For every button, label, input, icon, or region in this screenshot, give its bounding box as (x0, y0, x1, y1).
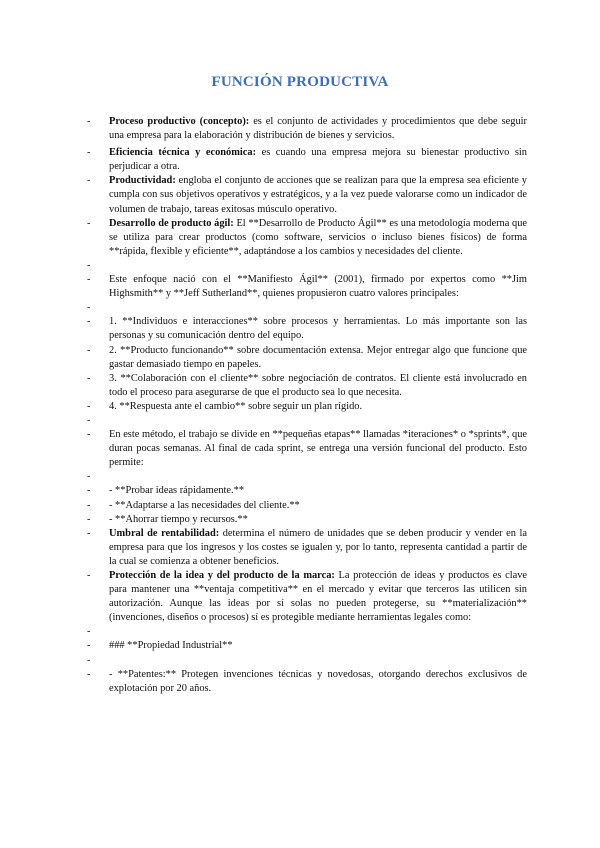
list-item-body: - **Patentes:** Protegen invenciones técnicas y novedosas, otorgando derechos exclusivos de explotación por 20 años. (109, 668, 527, 694)
bullet-list (87, 115, 527, 696)
list-item-text (109, 174, 527, 216)
list-item-body: El **Desarrollo de Producto Ágil** es una metodología moderna que se utiliza para crear productos (como software, servicios o incluso bienes físicos) de forma **rápida, flexible y eficiente**, adaptándose a los cambios y necesidades del cliente. (109, 217, 527, 257)
list-item-text (109, 527, 527, 569)
bullet-dash: - (87, 217, 91, 229)
list-item-body: - **Ahorrar tiempo y recursos.** (109, 513, 248, 525)
bullet-dash: - (87, 626, 91, 638)
list-item (87, 344, 527, 372)
bullet-dash: - (87, 654, 91, 666)
list-item-text (109, 513, 527, 527)
list-item-term: Productividad: (109, 175, 176, 187)
bullet-dash: - (87, 499, 91, 511)
list-item (87, 174, 527, 216)
list-item (87, 654, 527, 668)
list-item (87, 414, 527, 428)
list-item-text (109, 414, 527, 428)
list-item-term: Eficiencia técnica y económica: (109, 147, 257, 159)
list-item (87, 470, 527, 484)
list-item (87, 428, 527, 470)
list-item-text (109, 217, 527, 259)
bullet-dash: - (87, 429, 91, 441)
list-item-body: es cuando una empresa mejora su bienestar productivo sin perjudicar a otra. (109, 147, 527, 173)
list-item (87, 513, 527, 527)
list-item-term: Protección de la idea y del producto de la marca: (109, 570, 335, 581)
list-item-body: 3. **Colaboración con el cliente** sobre negociación de contratos. El cliente está involucrado en todo el proceso para asegurarse de que el producto sea lo que necesita. (109, 372, 527, 398)
list-item-text (109, 372, 527, 400)
bullet-dash: - (87, 147, 91, 159)
list-item-text (109, 400, 527, 414)
list-item-text (109, 146, 527, 174)
list-item-term: Umbral de rentabilidad: (109, 527, 220, 539)
list-item (87, 372, 527, 400)
list-item (87, 315, 527, 343)
bullet-dash: - (87, 471, 91, 483)
list-item-text (109, 315, 527, 343)
bullet-dash: - (87, 344, 91, 356)
list-item-text (109, 259, 527, 273)
list-item (87, 527, 527, 569)
list-item-term: Proceso productivo (concepto): (109, 116, 250, 127)
list-item (87, 569, 527, 625)
list-item-text (109, 499, 527, 513)
bullet-dash: - (87, 116, 91, 127)
list-item-body: 4. **Respuesta ante el cambio** sobre seguir un plan rígido. (109, 400, 363, 412)
bullet-dash: - (87, 372, 91, 384)
list-item (87, 400, 527, 414)
list-item (87, 484, 527, 498)
bullet-dash: - (87, 316, 91, 328)
list-item-text (109, 569, 527, 625)
list-item (87, 217, 527, 259)
bullet-dash: - (87, 400, 91, 412)
bullet-dash: - (87, 640, 91, 652)
list-item (87, 668, 527, 696)
bullet-dash: - (87, 513, 91, 525)
list-item-body: 2. **Producto funcionando** sobre documentación extensa. Mejor entregar algo que funcione que gastar demasiado tiempo en papeles. (109, 344, 527, 370)
list-item-body: engloba el conjunto de acciones que se realizan para que la empresa sea eficiente y cumpla con sus objetivos operativos y estratégicos, y a la vez puede valorarse como un indicador de volumen de trabajo, tareas exitosas músculo operativo. (109, 175, 527, 215)
list-item (87, 115, 527, 143)
list-item-body: - **Probar ideas rápidamente.** (109, 485, 245, 497)
bullet-dash: - (87, 414, 91, 426)
list-item-text (109, 428, 527, 470)
bullet-dash: - (87, 527, 91, 539)
list-item-text (109, 484, 527, 498)
list-item-body: es el conjunto de actividades y procedimientos que debe seguir una empresa para la elaboración y distribución de bienes y servicios. (109, 116, 527, 142)
list-item-body: Este enfoque nació con el **Manifiesto Ágil** (2001), firmado por expertos como **Jim Highsmith** y **Jeff Sutherland**, quienes propusieron cuatro valores principales: (109, 274, 527, 300)
list-item (87, 301, 527, 315)
bullet-dash: - (87, 570, 91, 581)
list-item-body: determina el número de unidades que se deben producir y vender en la empresa para que los ingresos y los costes se igualen y, por lo tanto, representa cantidad a partir de la cual se comienza a obtener beneficios. (109, 527, 528, 567)
list-item-text (109, 639, 527, 653)
page-title: FUNCIÓN PRODUCTIVA (211, 74, 389, 90)
list-item-body: ### **Propiedad Industrial** (109, 640, 233, 652)
list-item-body: 1. **Individuos e interacciones** sobre procesos y herramientas. Lo más importante son las personas y su comunicación dentro del equipo. (109, 316, 527, 342)
list-item-text (109, 344, 527, 372)
list-item (87, 625, 527, 639)
bullet-dash: - (87, 302, 91, 314)
list-item-body: - **Adaptarse a las necesidades del cliente.** (109, 499, 300, 511)
bullet-dash: - (87, 485, 91, 497)
bullet-dash: - (87, 274, 91, 286)
list-item-text (109, 115, 527, 143)
bullet-dash: - (87, 175, 91, 187)
list-item-text (109, 470, 527, 484)
list-item-body: En este método, el trabajo se divide en **pequeñas etapas** llamadas *iteraciones* o *sprints*, que duran pocas semanas. Al final de cada sprint, se entrega una versión funcional del producto. Esto permite: (109, 429, 527, 469)
bullet-dash: - (87, 668, 91, 680)
list-item (87, 499, 527, 513)
list-item-text (109, 273, 527, 301)
list-item (87, 273, 527, 301)
list-item-text (109, 654, 527, 668)
bullet-dash: - (87, 259, 91, 271)
list-item (87, 146, 527, 174)
list-item-text (109, 301, 527, 315)
list-item-term: Desarrollo de producto ágil: (109, 217, 234, 229)
list-item-text (109, 668, 527, 696)
list-item-text (109, 625, 527, 639)
list-item (87, 639, 527, 653)
list-item-body: La protección de ideas y productos es clave para mantener una **ventaja competitiva** en el mercado y evitar que terceros las utilicen sin autorización. Aunque las ideas por sí solas no pueden protegerse, su **materialización** (invenciones, diseños o procesos) sí es protegible mediante herramientas legales como: (109, 570, 527, 624)
list-item (87, 259, 527, 273)
